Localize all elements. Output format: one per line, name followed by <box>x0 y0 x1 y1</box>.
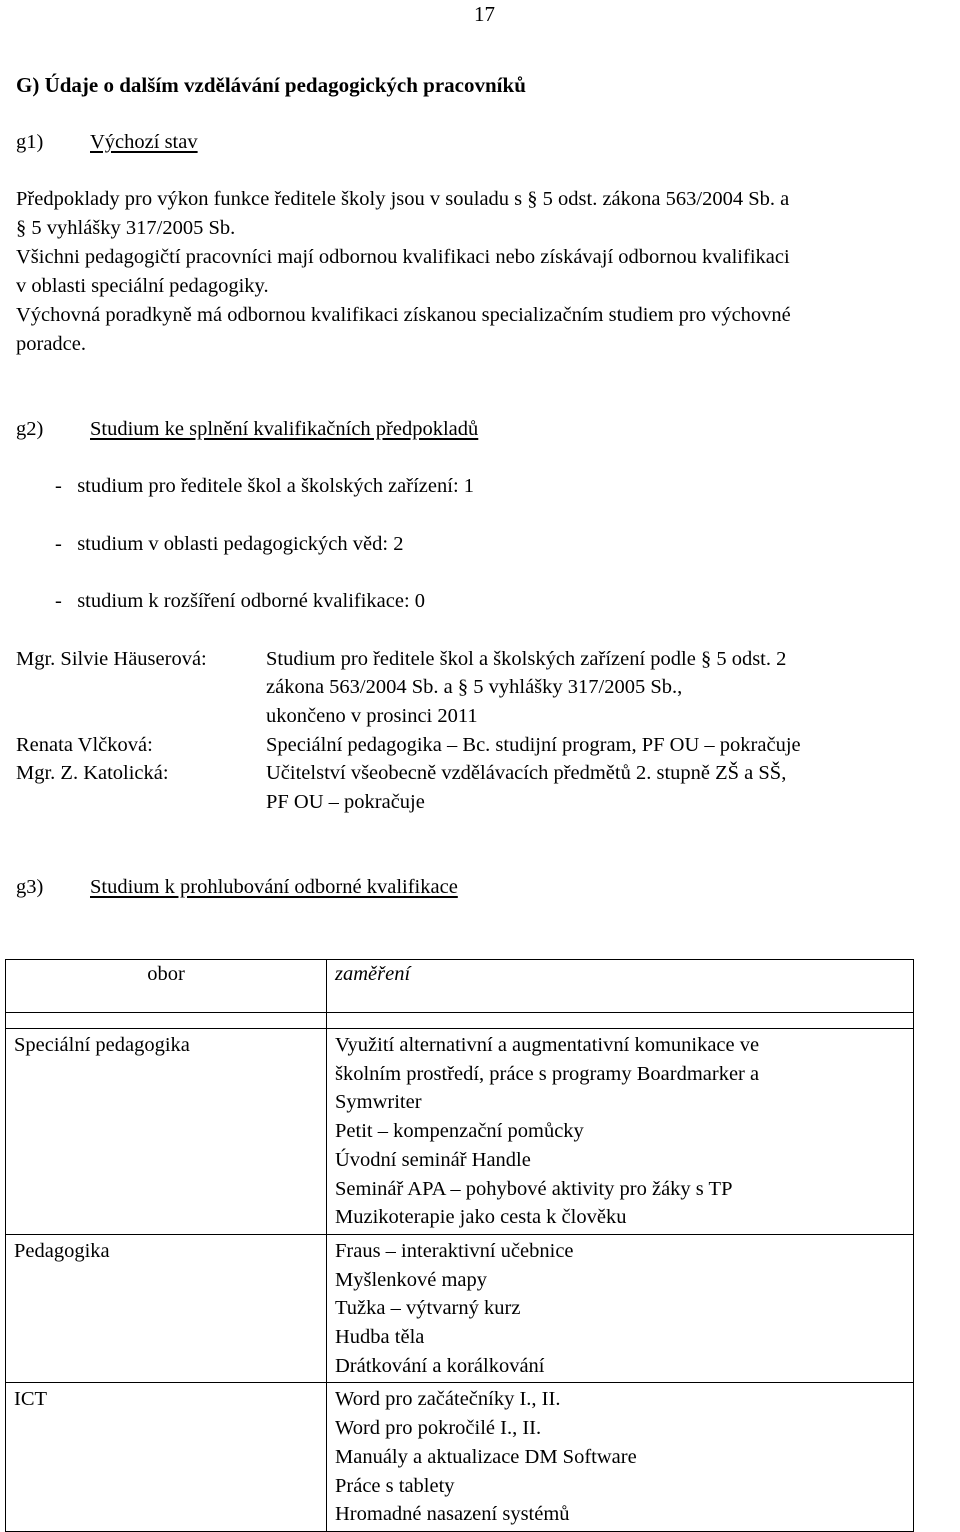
header-cell <box>327 960 914 1013</box>
zamereni-item: Úvodní seminář Handle <box>335 1148 531 1171</box>
paragraph-line: Všichni pedagogičtí pracovníci mají odbornou kvalifikaci nebo získávají odbornou kvalifikaci <box>16 246 790 268</box>
obor-text: ICT <box>14 1388 48 1411</box>
g1-title: Výchozí stav <box>90 131 198 153</box>
zamereni-list <box>327 1029 913 1234</box>
person-name: Mgr. Z. Katolická: <box>16 762 169 784</box>
g2-label: g2) <box>16 418 44 440</box>
header-cell <box>6 960 327 1013</box>
zamereni-item: Symwriter <box>335 1091 422 1114</box>
zamereni-cell <box>327 1234 914 1383</box>
page-number: 17 <box>474 2 495 26</box>
person-name: Renata Vlčková: <box>16 734 153 756</box>
person-study: PF OU – pokračuje <box>266 791 425 813</box>
person-study: Studium pro ředitele škol a školských zařízení podle § 5 odst. 2 <box>266 648 787 670</box>
zamereni-item: Seminář APA – pohybové aktivity pro žáky s TP <box>335 1177 733 1200</box>
person-study: Učitelství všeobecně vzdělávacích předmětů 2. stupně ZŠ a SŠ, <box>266 762 787 784</box>
zamereni-item: Word pro pokročilé I., II. <box>335 1417 542 1440</box>
zamereni-item: Využití alternativní a augmentativní komunikace ve <box>335 1034 760 1056</box>
zamereni-list <box>327 1383 913 1531</box>
person-study: Speciální pedagogika – Bc. studijní program, PF OU – pokračuje <box>266 734 801 756</box>
g3-title: Studium k prohlubování odborné kvalifikace <box>90 876 458 898</box>
person-study: ukončeno v prosinci 2011 <box>266 705 478 727</box>
paragraph-line: v oblasti speciální pedagogiky. <box>16 275 269 297</box>
zamereni-item: Hudba těla <box>335 1326 425 1349</box>
paragraph-line: poradce. <box>16 333 86 355</box>
g2-title: Studium ke splnění kvalifikačních předpokladů <box>90 418 479 440</box>
spacer-cell <box>6 1013 327 1029</box>
paragraph-line: Předpoklady pro výkon funkce ředitele školy jsou v souladu s § 5 odst. zákona 563/2004 Sb. a <box>16 188 790 210</box>
zamereni-item: Hromadné nasazení systémů <box>335 1503 570 1526</box>
header-obor: obor <box>147 963 185 985</box>
obor-text: Pedagogika <box>14 1239 110 1262</box>
zamereni-item: Fraus – interaktivní učebnice <box>335 1239 574 1262</box>
table-header-row <box>6 960 914 1013</box>
spacer-cell <box>327 1013 914 1029</box>
obor-cell <box>6 1029 327 1235</box>
table-row <box>6 1383 914 1532</box>
g2-list-item: - studium v oblasti pedagogických věd: 2 <box>55 533 404 555</box>
zamereni-item: školním prostředí, práce s programy Boardmarker a <box>335 1062 760 1085</box>
zamereni-item: Petit – kompenzační pomůcky <box>335 1120 584 1143</box>
obor-cell <box>6 1383 327 1532</box>
header-zamereni: zaměření <box>335 963 411 985</box>
person-name: Mgr. Silvie Häuserová: <box>16 648 207 670</box>
zamereni-cell <box>327 1383 914 1532</box>
person-study: zákona 563/2004 Sb. a § 5 vyhlášky 317/2005 Sb., <box>266 676 683 698</box>
g1-label: g1) <box>16 131 44 153</box>
table-spacer-row <box>6 1013 914 1029</box>
g1-paragraph <box>16 185 956 359</box>
zamereni-item: Word pro začátečníky I., II. <box>335 1388 561 1411</box>
g2-list-item: - studium k rozšíření odborné kvalifikace: 0 <box>55 590 426 612</box>
table-row <box>6 1234 914 1383</box>
g2-list-item: - studium pro ředitele škol a školských zařízení: 1 <box>55 475 475 497</box>
paragraph-line: § 5 vyhlášky 317/2005 Sb. <box>16 217 236 239</box>
zamereni-item: Drátkování a korálkování <box>335 1354 545 1377</box>
zamereni-item: Myšlenkové mapy <box>335 1268 488 1291</box>
zamereni-item: Muzikoterapie jako cesta k člověku <box>335 1206 627 1229</box>
section-heading: G) Údaje o dalším vzdělávání pedagogických pracovníků <box>16 73 526 97</box>
zamereni-item: Tužka – výtvarný kurz <box>335 1297 521 1320</box>
zamereni-cell <box>327 1029 914 1235</box>
zamereni-item: Práce s tablety <box>335 1474 455 1497</box>
obor-cell <box>6 1234 327 1383</box>
obor-text: Speciální pedagogika <box>14 1034 190 1056</box>
paragraph-line: Výchovná poradkyně má odbornou kvalifikaci získanou specializačním studiem pro výchovné <box>16 304 791 326</box>
zamereni-item: Manuály a aktualizace DM Software <box>335 1445 637 1468</box>
g3-label: g3) <box>16 876 44 898</box>
table-row <box>6 1029 914 1235</box>
study-table <box>5 959 914 1532</box>
zamereni-list <box>327 1235 913 1383</box>
